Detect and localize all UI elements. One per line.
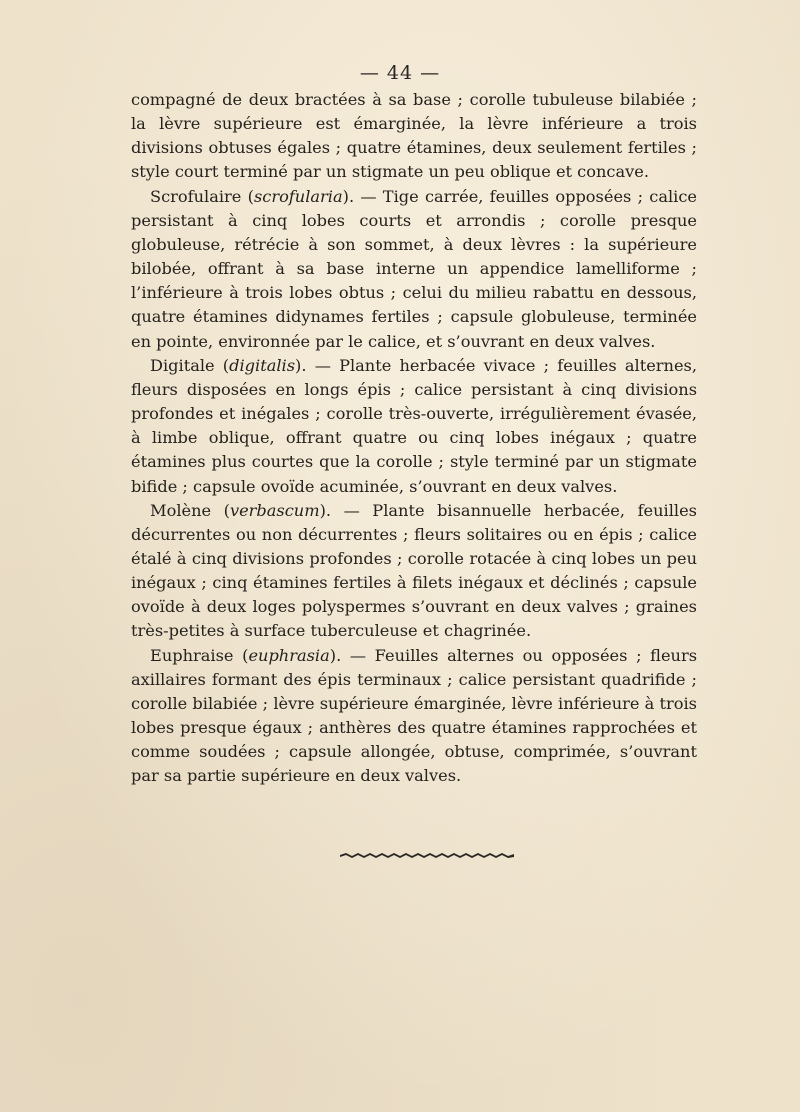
entry-latin-name: scrofularia (253, 186, 343, 206)
entry-name: Euphraise (150, 645, 234, 665)
entry-latin-name: euphrasia (248, 645, 330, 665)
entry-description: — Plante herbacée vivace ; feuilles alternes, fleurs disposées en longs épis ; calice persistant à cinq divisions profondes et inégales ; corolle très-ouverte, irrégulièrement évasée, à limbe oblique, offrant quatre ou cinq lobes inégaux ; quatre étamines plus courtes que la corolle ; style terminé par un stigmate bifide ; capsule ovoïde acuminée, s’ouvrant en deux valves. (131, 355, 697, 496)
entry-euphraise: Euphraise (euphrasia). — Feuilles alternes ou opposées ; fleurs axillaires formant des épis terminaux ; calice persistant quadrifide ; corolle bilabiée ; lèvre supérieure émarginée, lèvre inférieure à trois lobes presque égaux ; anthères des quatre étamines rapprochées et comme soudées ; capsule allongée, obtuse, comprimée, s’ouvrant par sa partie supérieure en deux valves. (131, 645, 697, 786)
paragraph-continued (131, 88, 697, 185)
entry-digitale: Digitale (digitalis). — Plante herbacée vivace ; feuilles alternes, fleurs disposées en longs épis ; calice persistant à cinq divisions profondes et inégales ; corolle très-ouverte, irrégulièrement évasée, à limbe oblique, offrant quatre ou cinq lobes inégaux ; quatre étamines plus courtes que la corolle ; style terminé par un stigmate bifide ; capsule ovoïde acuminée, s’ouvrant en deux valves. (131, 355, 697, 496)
entry-molene: Molène (verbascum). — Plante bisannuelle herbacée, feuilles décurrentes ou non décurrentes ; fleurs solitaires ou en épis ; calice étalé à cinq divisions profondes ; corolle rotacée à cinq lobes un peu inégaux ; cinq étamines fertiles à filets inégaux et déclinés ; capsule ovoïde à deux loges polyspermes s’ouvrant en deux valves ; graines très-petites à surface tuberculeuse et chagrinée. (131, 500, 697, 641)
entry-description: — Tige carrée, feuilles opposées ; calice persistant à cinq lobes courts et arrondis ; corolle presque globuleuse, rétrécie à son sommet, à deux lèvres : la supérieure bilobée, offrant à sa base interne un appendice lamelliforme ; l’inférieure à trois lobes obtus ; celui du milieu rabattu en dessous, quatre étamines didynames fertiles ; capsule globuleuse, terminée en pointe, environnée par le calice, et s’ouvrant en deux valves. (131, 186, 697, 351)
entry-latin-name: verbascum (229, 500, 320, 520)
entry-description: — Feuilles alternes ou opposées ; fleurs axillaires formant des épis terminaux ; calice persistant quadrifide ; corolle bilabiée ; lèvre supérieure émarginée, lèvre inférieure à trois lobes presque égaux ; anthères des quatre étamines rapprochées et comme soudées ; capsule allongée, obtuse, comprimée, s’ouvrant par sa partie supérieure en deux valves. (131, 645, 697, 786)
page-number: — 44 — (359, 62, 441, 84)
entry-name: Molène (150, 500, 212, 520)
entry-latin-name: digitalis (229, 355, 296, 375)
entry-name: Scrofulaire (150, 186, 242, 206)
paragraph-text: compagné de deux bractées à sa base ; corolle tubuleuse bilabiée ; la lèvre supérieure est émarginée, la lèvre inférieure a trois divisions obtuses égales ; quatre étamines, deux seulement fertiles ; style court terminé par un stigmate un peu oblique et concave. (131, 90, 697, 182)
entry-description: — Plante bisannuelle herbacée, feuilles décurrentes ou non décurrentes ; fleurs solitaires ou en épis ; calice étalé à cinq divisions profondes ; corolle rotacée à cinq lobes un peu inégaux ; cinq étamines fertiles à filets inégaux et déclinés ; capsule ovoïde à deux loges polyspermes s’ouvrant en deux valves ; graines très-petites à surface tuberculeuse et chagrinée. (131, 500, 697, 641)
body-text (131, 88, 697, 789)
entry-name: Digitale (150, 355, 215, 375)
decorative-rule-icon (340, 851, 514, 859)
entry-scrofulaire: Scrofulaire (scrofularia). — Tige carrée, feuilles opposées ; calice persistant à cinq lobes courts et arrondis ; corolle presque globuleuse, rétrécie à son sommet, à deux lèvres : la supérieure bilobée, offrant à sa base interne un appendice lamelliforme ; l’inférieure à trois lobes obtus ; celui du milieu rabattu en dessous, quatre étamines didynames fertiles ; capsule globuleuse, terminée en pointe, environnée par le calice, et s’ouvrant en deux valves. (131, 186, 697, 351)
